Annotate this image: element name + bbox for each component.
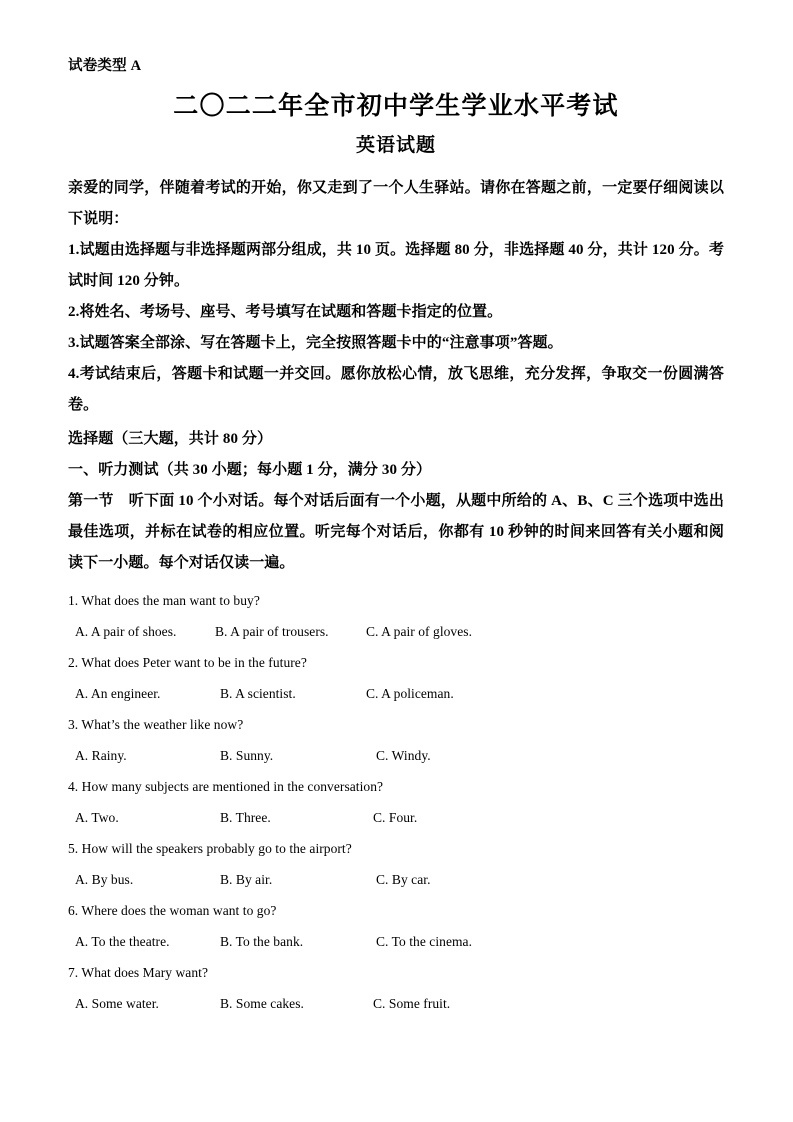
listening-section-header: 一、听力测试（共 30 小题；每小题 1 分，满分 30 分） xyxy=(68,462,432,478)
listening-part-one-instructions: 第一节 听下面 10 个小对话。每个对话后面有一个小题，从题中所给的 A、B、C 三个选项中选出最佳选项，并标在试卷的相应位置。听完每个对话后，你都有 10 秒钟的时间来回答有关小题和阅读下一小题。每个对话仅读一遍。 xyxy=(68,493,724,571)
intro-note-1: 1.试题由选择题与非选择题两部分组成，共 10 页。选择题 80 分，非选择题 40 分，共计 120 分。考试时间 120 分钟。 xyxy=(68,242,724,289)
option-b[interactable]: B. To the bank. xyxy=(220,934,304,949)
option-a[interactable]: A. A pair of shoes. xyxy=(75,624,177,639)
question-stem: 5. How will the speakers probably go to the airport? xyxy=(68,841,352,856)
intro-greeting: 亲爱的同学，伴随着考试的开始，你又走到了一个人生驿站。请你在答题之前，一定要仔细阅读以下说明： xyxy=(68,180,724,227)
option-a[interactable]: A. By bus. xyxy=(75,872,134,887)
option-b[interactable]: B. By air. xyxy=(220,872,273,887)
question-list xyxy=(68,591,724,1013)
option-a[interactable]: A. To the theatre. xyxy=(75,934,170,949)
question-stem: 2. What does Peter want to be in the future? xyxy=(68,655,307,670)
option-b[interactable]: B. Three. xyxy=(220,810,271,825)
subject-title: 英语试题 xyxy=(355,135,436,156)
question-options xyxy=(68,870,724,889)
question-options xyxy=(68,808,724,827)
question-stem: 7. What does Mary want? xyxy=(68,965,208,980)
option-a[interactable]: A. An engineer. xyxy=(75,686,161,701)
option-c[interactable]: C. A policeman. xyxy=(366,686,454,701)
intro-note-4: 4.考试结束后，答题卡和试题一并交回。愿你放松心情，放飞思维，充分发挥，争取交一份圆满答卷。 xyxy=(68,366,724,413)
question-stem: 6. Where does the woman want to go? xyxy=(68,903,277,918)
paper-type-label: 试卷类型 A xyxy=(68,58,142,74)
page-title: 二〇二二年全市初中学生学业水平考试 xyxy=(173,93,619,120)
option-b[interactable]: B. Sunny. xyxy=(220,748,274,763)
option-a[interactable]: A. Rainy. xyxy=(75,748,127,763)
option-b[interactable]: B. A scientist. xyxy=(220,686,296,701)
option-c[interactable]: C. Windy. xyxy=(376,748,431,763)
intro-note-3: 3.试题答案全部涂、写在答题卡上，完全按照答题卡中的“注意事项”答题。 xyxy=(68,335,563,351)
question-options xyxy=(68,994,724,1013)
option-b[interactable]: B. Some cakes. xyxy=(220,996,304,1011)
question-options xyxy=(68,932,724,951)
option-c[interactable]: C. A pair of gloves. xyxy=(366,624,472,639)
question-stem: 4. How many subjects are mentioned in the conversation? xyxy=(68,779,384,794)
option-c[interactable]: C. To the cinema. xyxy=(376,934,473,949)
page-content xyxy=(68,56,724,1013)
option-a[interactable]: A. Two. xyxy=(75,810,119,825)
question-stem: 1. What does the man want to buy? xyxy=(68,593,260,608)
question-options xyxy=(68,684,724,703)
intro-note-2: 2.将姓名、考场号、座号、考号填写在试题和答题卡指定的位置。 xyxy=(68,304,503,320)
option-a[interactable]: A. Some water. xyxy=(75,996,159,1011)
choice-section-header: 选择题（三大题，共计 80 分） xyxy=(68,431,273,447)
option-c[interactable]: C. Four. xyxy=(373,810,418,825)
option-c[interactable]: C. By car. xyxy=(376,872,431,887)
question-options xyxy=(68,746,724,765)
question-options xyxy=(68,622,724,641)
question-stem: 3. What’s the weather like now? xyxy=(68,717,244,732)
option-b[interactable]: B. A pair of trousers. xyxy=(215,624,329,639)
option-c[interactable]: C. Some fruit. xyxy=(373,996,451,1011)
